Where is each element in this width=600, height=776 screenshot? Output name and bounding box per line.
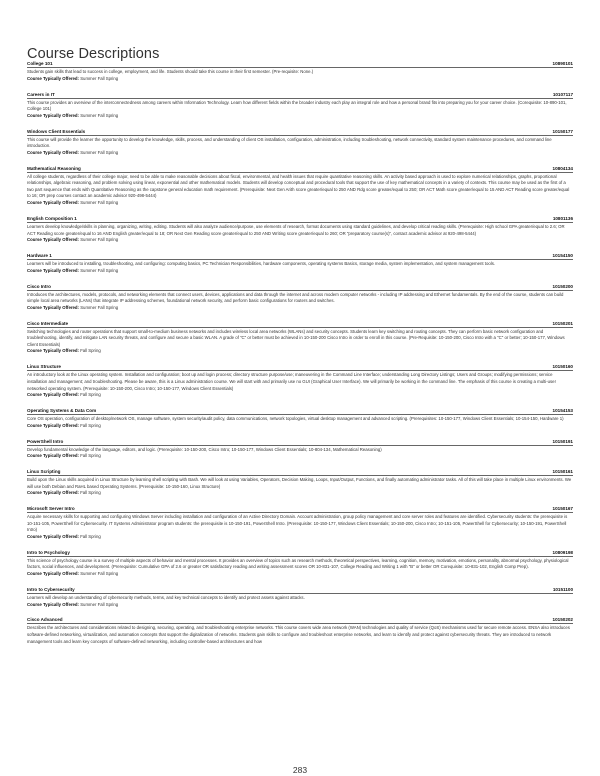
course-code: 10801136 (552, 215, 573, 221)
page-title: Course Descriptions (27, 45, 160, 62)
course-header (27, 469, 573, 476)
offered-label: Course Typically Offered: (27, 571, 79, 576)
offered-terms: Summer Fall Spring (80, 237, 119, 243)
course-entry (27, 587, 573, 608)
course-entry (27, 166, 573, 207)
course-name: Microsoft Server Intro (27, 506, 75, 512)
course-offered-line (27, 571, 573, 577)
offered-terms: Summer Fall Spring (80, 75, 119, 81)
offered-terms: Fall Spring (80, 490, 101, 496)
course-name: Cisco Intermediate (27, 320, 69, 326)
offered-label: Course Typically Offered: (27, 348, 79, 354)
offered-terms: Summer Fall Spring (80, 304, 119, 310)
course-offered-line (27, 113, 573, 119)
course-header (27, 92, 573, 99)
course-offered-line (27, 348, 573, 354)
course-list (27, 61, 573, 655)
offered-label: Course Typically Offered: (27, 453, 79, 459)
course-entry (27, 321, 573, 355)
course-entry (27, 617, 573, 645)
course-code: 10150161 (552, 469, 573, 475)
course-entry (27, 550, 573, 578)
course-description: This course will provide the learner the opportunity to develop the knowledge, skills, process, and understanding of client OS installation, configuration, administration, including troubleshooting, network connectivity, standard system maintenance procedures, and command line introduction. (27, 136, 552, 149)
offered-label: Course Typically Offered: (27, 200, 79, 206)
offered-label: Course Typically Offered: (27, 601, 79, 607)
course-name: Mathematical Reasoning (27, 165, 81, 171)
course-description: This course provides an overview of the interconnectedness among careers within Information Technology. Learn how different fields within the broader industry each play an integral role and how a personal brand fits into preparing you for your career choice. (Corequisite: 10-890-101, College 101) (27, 99, 567, 112)
offered-terms: Fall Spring (80, 422, 101, 428)
course-header (27, 284, 573, 291)
course-header (27, 364, 573, 371)
course-description: Learners will develop an understanding of cybersecurity methods, terms, and key technical concepts to identify and protect assets against attacks. (27, 594, 305, 600)
course-header (27, 166, 573, 173)
course-code: 10150202 (552, 617, 573, 623)
course-description: Learners develop knowledge/skills in planning, organizing, writing, editing. Students will also analyze audience/purpose, use elements of research, format documents using standard guidelines, and develop critical reading skills. (Prerequisite: High school GPA greater/equal to 2.6; OR ACT Reading score greater/equal to 16 AND English greater/equal to 18; OR Next Gen Reading score greater/equal to 250 AND Writing score greater/equal to 260; OR "preparatory course(s)", contact academic advisor at 920-498-5444) (27, 223, 565, 236)
course-name: College 101 (27, 61, 53, 66)
course-description: Learners will be introduced to installing, troubleshooting, and configuring: computing basics, PC Technician Responsibilities, hardware components, operating systems Basics, storage media, system implementation, and system management tools. (27, 261, 496, 267)
course-entry (27, 253, 573, 274)
course-offered-line (27, 237, 573, 243)
offered-terms: Summer Fall Spring (80, 149, 119, 155)
offered-terms: Fall Spring (80, 348, 101, 354)
course-entry (27, 408, 573, 429)
course-description: Introduces the architectures, models, protocols, and networking elements that connect users, devices, applications and data through the internet and across modern computer networks - including IP addressing and Ethernet fundamentals. By the end of the course, students can build simple local area networks (LANs) that integrate IP addressing schemes, foundational network security, and perform basic configurations for routers and switches. (27, 291, 564, 304)
course-header (27, 321, 573, 328)
course-code: 10804134 (552, 165, 573, 171)
course-offered-line (27, 490, 573, 496)
offered-terms: Fall Spring (80, 453, 101, 459)
offered-label: Course Typically Offered: (27, 237, 79, 243)
course-header (27, 587, 573, 594)
course-code: 10107117 (552, 91, 573, 97)
course-code: 10151100 (552, 586, 573, 592)
course-offered-line (27, 423, 573, 429)
offered-label: Course Typically Offered: (27, 422, 79, 428)
course-offered-line (27, 453, 573, 459)
course-name: Hardware 1 (27, 253, 52, 259)
course-code: 10154150 (552, 253, 573, 259)
offered-terms: Summer Fall Spring (80, 571, 119, 576)
course-offered-line (27, 305, 573, 311)
course-entry (27, 506, 573, 540)
course-entry (27, 61, 573, 82)
course-description: An introductory look at the Linux operating system. Installation and configuration; boot up and login process; directory structure purpose/use; maneuvering in the Command Line Interface; understanding Long Directory Listings; Users and Groups; modifying permissions; service installation and management; and troubleshooting. Please be aware, this is a Linux administration course. We will start with and primarily use no GUI (Graphical User Interface). We will primarily be working in the command line. The emphasis of this course is creating a multi-user networked operating system. (Prerequisite: 10-150-200, Cisco Intro; 10-150-177, Windows Client Essentials) (27, 372, 556, 391)
course-header (27, 408, 573, 415)
course-code: 10809198 (552, 549, 573, 555)
course-entry (27, 284, 573, 312)
offered-label: Course Typically Offered: (27, 112, 79, 118)
course-name: English Composition 1 (27, 215, 77, 221)
offered-terms: Summer Fall Spring (80, 267, 119, 273)
course-code: 10890101 (552, 61, 573, 66)
course-offered-line (27, 534, 573, 540)
course-offered-line (27, 150, 573, 156)
offered-label: Course Typically Offered: (27, 304, 79, 310)
course-description: Build upon the Linux skills acquired in Linux Structure by learning shell scripting with Bash. We will look at using Variables, Operators, Decision Making, Loops, Input/Output, Functions, and finally automating administrator tasks. All of this will take place in multiple Linux environments. We will use both Debian and RaHL based Operating Systems. (Prerequisite: 10-150-160, Linux Structure) (27, 477, 572, 489)
offered-terms: Fall Spring (80, 392, 101, 398)
offered-terms: Summer Fall Spring (80, 601, 119, 607)
course-name: PowerShell Intro (27, 438, 64, 444)
course-description: Develop fundamental knowledge of the language, editors, and logic. (Prerequisite: 10-150-200, Cisco Intro; 10-150-177, Windows Client Essentials; 10-804-134, Mathematical Reasoning) (27, 446, 382, 452)
course-description: All college students, regardless of their college major, need to be able to make reasonable decisions about fiscal, environmental, and health issues that require quantitative reasoning skills. An activity based approach is used to explore numerical relationships, graphs, proportional relationships, algebraic reasoning, and problem solving using linear, exponential and other mathematical models. Students will develop conceptual and procedural tools that support the use of key mathematical concepts in a variety of contexts. This course may be used as the first of a two part sequence that ends with Quantitative Reasoning as the capstone general education math requirement. (Prerequisite: Next Gen Arith score greater/equal to 250 AND Rdg score greater/equal to 250; OR ACT Math score greater/equal to 15 AND ACT Reading score greater/equal to 16; OR prep courses contact an academic advisor 920-498-5444) (27, 173, 570, 199)
course-header (27, 253, 573, 260)
course-name: Linux Structure (27, 364, 61, 370)
course-code: 10150160 (552, 364, 573, 370)
offered-label: Course Typically Offered: (27, 75, 79, 81)
course-header (27, 61, 573, 68)
course-name: Intro to Psychology (27, 549, 70, 555)
course-offered-line (27, 392, 573, 398)
course-header (27, 439, 573, 446)
course-name: Careers in IT (27, 91, 55, 97)
offered-label: Course Typically Offered: (27, 149, 79, 155)
course-offered-line (27, 200, 573, 206)
course-description: Students gain skills that lead to success in college, employment, and life. Students should take this course in their first semester. (Pre-requisite: None.) (27, 69, 314, 74)
course-name: Cisco Intro (27, 283, 51, 289)
offered-label: Course Typically Offered: (27, 392, 79, 398)
course-offered-line (27, 268, 573, 274)
offered-label: Course Typically Offered: (27, 533, 79, 539)
course-code: 10150201 (552, 320, 573, 326)
course-offered-line (27, 602, 573, 608)
course-entry (27, 216, 573, 244)
course-offered-line (27, 76, 573, 82)
course-header (27, 506, 573, 513)
course-name: Operating Systems & Data Com (27, 408, 97, 414)
course-code: 10154153 (552, 408, 573, 414)
course-name: Linux Scripting (27, 469, 61, 475)
course-name: Cisco Advanced (27, 617, 63, 623)
course-header (27, 617, 573, 624)
course-name: Intro to Cybersecurity (27, 586, 75, 592)
course-code: 10150167 (552, 506, 573, 512)
course-header (27, 129, 573, 136)
course-description: Describes the architectures and considerations related to designing, securing, operating, and troubleshooting enterprise networks. This course covers wide area network (WAN) technologies and quality of service (QoS) mechanisms used for secure remote access. ENSA also introduces software-defined networking, virtualization, and automation concepts that support the digitalization of networks. Students gain skills to configure and troubleshoot enterprise networks, and learn to identify and protect against cybersecurity threats. They are introduced to network management tools and learn key concepts of software-defined networking, including controller-based architectures and how (27, 625, 570, 644)
course-description: Switching technologies and router operations that support small-to-medium business networks and includes wireless local area networks (WLANs) and security concepts. Students learn key switching and routing concepts. They can perform basic network configuration and troubleshooting, identify, and mitigate LAN security threats, and configure and secure a basic WLAN. A grade of "C" or better must be achieved in 10-150-200 Cisco Intro in order to enroll in this course. (Pre-Requisite: 10-150-200, Cisco Intro with a "C" or better; 10-150-177, Windows Client Essentials) (27, 328, 565, 347)
course-entry (27, 439, 573, 460)
offered-label: Course Typically Offered: (27, 267, 79, 273)
course-header (27, 550, 573, 557)
offered-terms: Fall Spring (80, 533, 101, 539)
course-header (27, 216, 573, 223)
page-number: 283 (292, 765, 308, 775)
course-code: 10150191 (552, 438, 573, 444)
course-description: This science of psychology course is a survey of multiple aspects of behavior and mental processes. It provides an overview of topics such as research methods, theoretical perspectives, learning, cognition, memory, motivation, emotions, personality, abnormal psychology, physiological factors, social influences, and development. (Prerequisite: Cumulative GPA of 2.6 or greater OR satisfactory reading and writing assessment scores OR 10-831-107, College Reading and Writing 1 with "B" or better OR Corequisite: 10-831-102, English Comp Prep). (27, 557, 569, 570)
course-description: Acquire necessary skills for supporting and configuring Windows Server including installation and configuration of an Active Directory Domain. Account administration, group policy management and core server roles and features are identified. Cybersecurity students: the prerequisite is 10-151-105, PowerShell for Cybersecurity. IT Systems Administrator program students: the prerequisite is 10-150-191, PowerShell Intro. (Prerequisite: 10-150-177, Windows Client Essentials; 10-150-200, Cisco Intro; 10-151-105, PowerShell for Cybersecurity; 10-150-191, PowerShell Intro) (27, 514, 568, 533)
course-description: Core OS operation, configuration of desktop/network OS, manage software, system security/audit policy, data communications, network topologies, virtual desktop management and advanced scripting. (Prerequisites: 10-150-177, Windows Client Essentials; 10-154-150, Hardware 1) (27, 416, 564, 422)
course-entry (27, 364, 573, 398)
offered-terms: Summer Fall Spring (80, 200, 119, 206)
offered-label: Course Typically Offered: (27, 490, 79, 496)
course-entry (27, 129, 573, 157)
course-name: Windows Client Essentials (27, 128, 86, 134)
offered-terms: Summer Fall Spring (80, 112, 119, 118)
course-entry (27, 92, 573, 120)
course-code: 10150200 (552, 283, 573, 289)
course-code: 10150177 (552, 128, 573, 134)
course-entry (27, 469, 573, 497)
